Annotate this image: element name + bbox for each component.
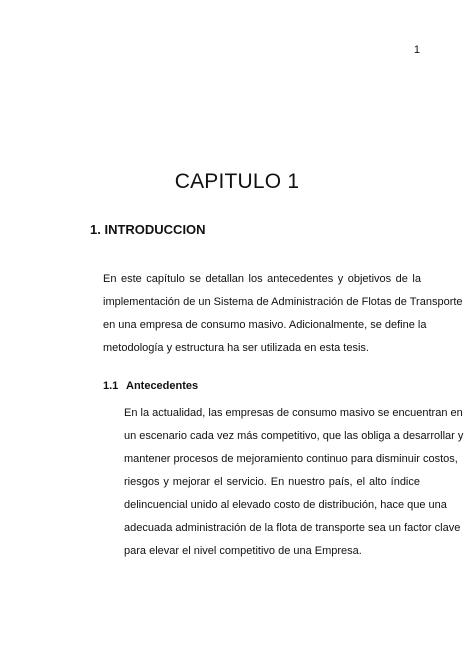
paragraph-line: En la actualidad, las empresas de consumo masivo se encuentran en — [124, 407, 463, 419]
subsection-heading — [103, 380, 198, 392]
paragraph-line: mantener procesos de mejoramiento continuo para disminuir costos, — [124, 453, 458, 465]
paragraph-line: un escenario cada vez más competitivo, que las obliga a desarrollar y — [124, 430, 464, 442]
paragraph-line: riesgos y mejorar el servicio. En nuestro país, el alto índice — [124, 476, 420, 488]
antecedentes-paragraph — [124, 402, 464, 563]
paragraph-line: implementación de un Sistema de Administración de Flotas de Transporte — [103, 296, 463, 308]
section-heading: 1. INTRODUCCION — [90, 222, 206, 237]
paragraph-line: metodología y estructura ha ser utilizada en esta tesis. — [103, 342, 369, 354]
chapter-title: CAPITULO 1 — [174, 170, 300, 193]
page-number: 1 — [413, 44, 420, 56]
introduction-paragraph — [103, 268, 463, 360]
paragraph-line: para elevar el nivel competitivo de una Empresa. — [124, 545, 362, 557]
subsection-number: 1.1 — [103, 380, 119, 392]
paragraph-line: delincuencial unido al elevado costo de distribución, hace que una — [124, 499, 447, 511]
paragraph-line: adecuada administración de la flota de transporte sea un factor clave — [124, 522, 461, 534]
paragraph-line: en una empresa de consumo masivo. Adicionalmente, se define la — [103, 319, 427, 331]
subsection-title: Antecedentes — [126, 380, 199, 392]
paragraph-line: En este capítulo se detallan los antecedentes y objetivos de la — [103, 273, 421, 285]
